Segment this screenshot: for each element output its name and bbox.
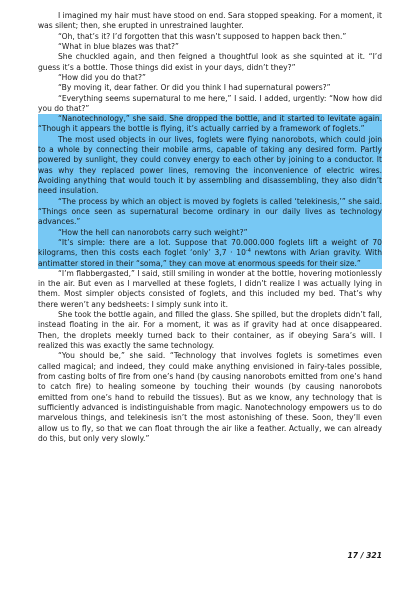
paragraph: I imagined my hair must have stood on end. Sara stopped speaking. For a moment, it was silent; then, she erupted in unrestrained laughter. <box>38 11 382 31</box>
paragraph: “Everything seems supernatural to me here,” I said. I added, urgently: “Now how did you do that?” <box>38 93 382 113</box>
paragraph-text: “It’s simple: there are a lot. Suppose that 70.000.000 foglets lift a weight of 70 kilograms, then this costs each foglet ‘only’ 3,7 · 10 <box>38 237 382 258</box>
paragraph: “Nanotechnology,” she said. She dropped the bottle, and it started to levitate again. “Though it appears the bottle is flying, it’s actually carried by a framework of foglets.” <box>38 114 382 134</box>
paragraph: The most used objects in our lives, foglets were flying nanorobots, which could join to a whole by connecting their mobile arms, capable of taking any desired form. Partly powered by sunlight, they could convey energy to each other by joining to a conductor. It was why they replaced power lines, removing the inconvenience of electric wires. Avoiding anything that would touch it by assembling and disassembling, they also didn’t need insulation. <box>38 134 382 196</box>
paragraph: “I’m flabbergasted,” I said, still smiling in wonder at the bottle, hovering motionlessly in the air. But even as I marvelled at these foglets, I didn’t realize I was actually lying in them. Most simpler objects consisted of foglets, and this included my bed. That’s why there weren’t any bedsheets: I simply sunk into it. <box>38 268 382 309</box>
paragraph-text-tail: newtons with Arian gravity. With antimatter stored in their “soma,” they can move at enormous speeds for their size.” <box>38 248 382 268</box>
page-number: 17 / 321 <box>347 551 382 560</box>
paragraph: She took the bottle again, and filled the glass. She spilled, but the droplets didn’t fall, instead floating in the air. For a moment, it was as if gravity had at once disappeared. Then, the droplets meekly turned back to their container, as if obeying Sara’s will. I realized this was exactly the same technology. <box>38 310 382 350</box>
paragraph: “The process by which an object is moved by foglets is called ‘telekinesis,’” she said. “Things once seen as supernatural become ordinary in our daily lives as technology advances.” <box>38 196 382 227</box>
paragraph: “What in blue blazes was that?” <box>58 41 179 51</box>
paragraph: “How the hell can nanorobots carry such weight?” <box>58 227 248 237</box>
exponent: -4 <box>245 248 251 255</box>
paragraph <box>38 238 382 269</box>
body-text <box>38 11 382 444</box>
paragraph: She chuckled again, and then feigned a thoughtful look as she squinted at it. “I’d guess it’s a bottle. Those things did exist in your days, didn’t they?” <box>38 52 382 72</box>
paragraph: “How did you do that?” <box>58 72 146 82</box>
paragraph: “By moving it, dear father. Or did you think I had supernatural powers?” <box>58 83 331 93</box>
paragraph: “Oh, that’s it? I’d forgotten that this wasn’t supposed to happen back then.” <box>58 31 347 41</box>
paragraph: “You should be,” she said. “Technology that involves foglets is sometimes even called magical; and indeed, they could make anything envisioned in fairy-tales possible, from casting bolts of fire from one’s hand (by causing nanorobots emitted from one’s hand to catch fire) to healing someone by touching their wounds (by causing nanorobots emitted from one’s hand to rebuild the tissues). But as we know, any technology that is sufficiently advanced is indistinguishable from magic. Nanotechnology empowers us to do marvelous things, and telekinesis isn’t the most astonishing of these. Soon, they’ll even allow us to fly, so that we can float through the air like a feather. Actually, we can already do this, but only very slowly.” <box>38 351 382 443</box>
highlighted-selection[interactable] <box>38 114 382 269</box>
